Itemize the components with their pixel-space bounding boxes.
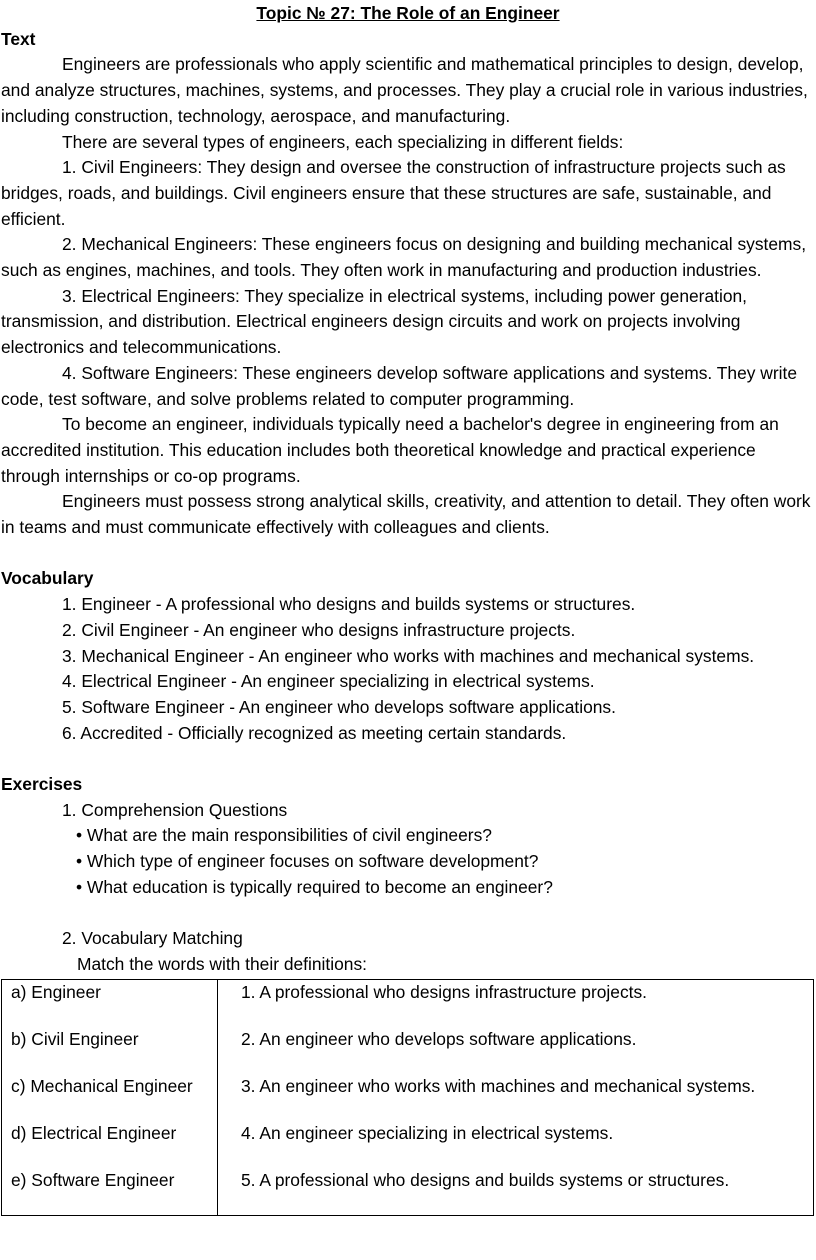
matching-definition: 5. A professional who designs and builds systems or structures. [241, 1169, 730, 1190]
comprehension-title: 1. Comprehension Questions [62, 799, 288, 820]
matching-instruction: Match the words with their definitions: [77, 953, 367, 974]
vocabulary-item: 2. Civil Engineer - An engineer who designs infrastructure projects. [62, 619, 576, 640]
text-paragraph: 4. Software Engineers: These engineers develop software applications and systems. They write code, test software, and solve problems related to computer programming. [1, 362, 797, 409]
matching-word: e) Software Engineer [11, 1169, 175, 1190]
matching-word: b) Civil Engineer [11, 1028, 139, 1049]
matching-definition: 2. An engineer who develops software applications. [241, 1028, 637, 1049]
vocabulary-item: 6. Accredited - Officially recognized as meeting certain standards. [62, 722, 567, 743]
comprehension-question: • Which type of engineer focuses on software development? [76, 851, 539, 872]
matching-word: d) Electrical Engineer [11, 1122, 177, 1143]
text-paragraph: There are several types of engineers, each specializing in different fields: [62, 131, 624, 152]
page-title: Topic № 27: The Role of an Engineer [256, 3, 560, 23]
matching-word: c) Mechanical Engineer [11, 1075, 193, 1096]
vocabulary-heading: Vocabulary [1, 568, 94, 589]
matching-words-column [2, 979, 218, 1215]
vocabulary-item: 5. Software Engineer - An engineer who develops software applications. [62, 696, 616, 717]
text-paragraph: Engineers are professionals who apply scientific and mathematical principles to design, develop, and analyze structures, machines, systems, and processes. They play a crucial role in various industries, including construction, technology, aerospace, and manufacturing. [1, 54, 808, 126]
matching-definition: 4. An engineer specializing in electrical systems. [241, 1122, 614, 1143]
text-heading: Text [1, 28, 36, 49]
text-paragraph: To become an engineer, individuals typically need a bachelor's degree in engineering from an accredited institution. This education includes both theoretical knowledge and practical experience through internships or co-op programs. [1, 414, 779, 486]
matching-word: a) Engineer [11, 981, 101, 1002]
vocabulary-item: 3. Mechanical Engineer - An engineer who works with machines and mechanical systems. [62, 645, 755, 666]
matching-definition: 3. An engineer who works with machines and mechanical systems. [241, 1075, 756, 1096]
matching-table [1, 979, 814, 1216]
spacer [1, 901, 815, 927]
exercises-heading: Exercises [1, 774, 83, 795]
text-paragraph: 2. Mechanical Engineers: These engineers focus on designing and building mechanical systems, such as engines, machines, and tools. They often work in manufacturing and production industries. [1, 234, 807, 281]
text-paragraph: Engineers must possess strong analytical skills, creativity, and attention to detail. They often work in teams and must communicate effectively with colleagues and clients. [1, 491, 811, 538]
matching-title: 2. Vocabulary Matching [62, 928, 243, 949]
matching-definitions-column [218, 979, 814, 1215]
vocabulary-item: 1. Engineer - A professional who designs and builds systems or structures. [62, 594, 636, 615]
comprehension-question: • What education is typically required to become an engineer? [76, 876, 553, 897]
matching-definition: 1. A professional who designs infrastructure projects. [241, 981, 647, 1002]
text-paragraph: 3. Electrical Engineers: They specialize in electrical systems, including power generation, transmission, and distribution. Electrical engineers design circuits and work on projects involving electronics and telecommunications. [1, 285, 748, 358]
text-paragraph: 1. Civil Engineers: They design and oversee the construction of infrastructure projects such as bridges, roads, and buildings. Civil engineers ensure that these structures are safe, sustainable, and efficient. [1, 157, 786, 229]
spacer [1, 541, 815, 567]
spacer [1, 746, 815, 772]
vocabulary-item: 4. Electrical Engineer - An engineer specializing in electrical systems. [62, 671, 595, 692]
comprehension-question: • What are the main responsibilities of civil engineers? [76, 825, 492, 846]
